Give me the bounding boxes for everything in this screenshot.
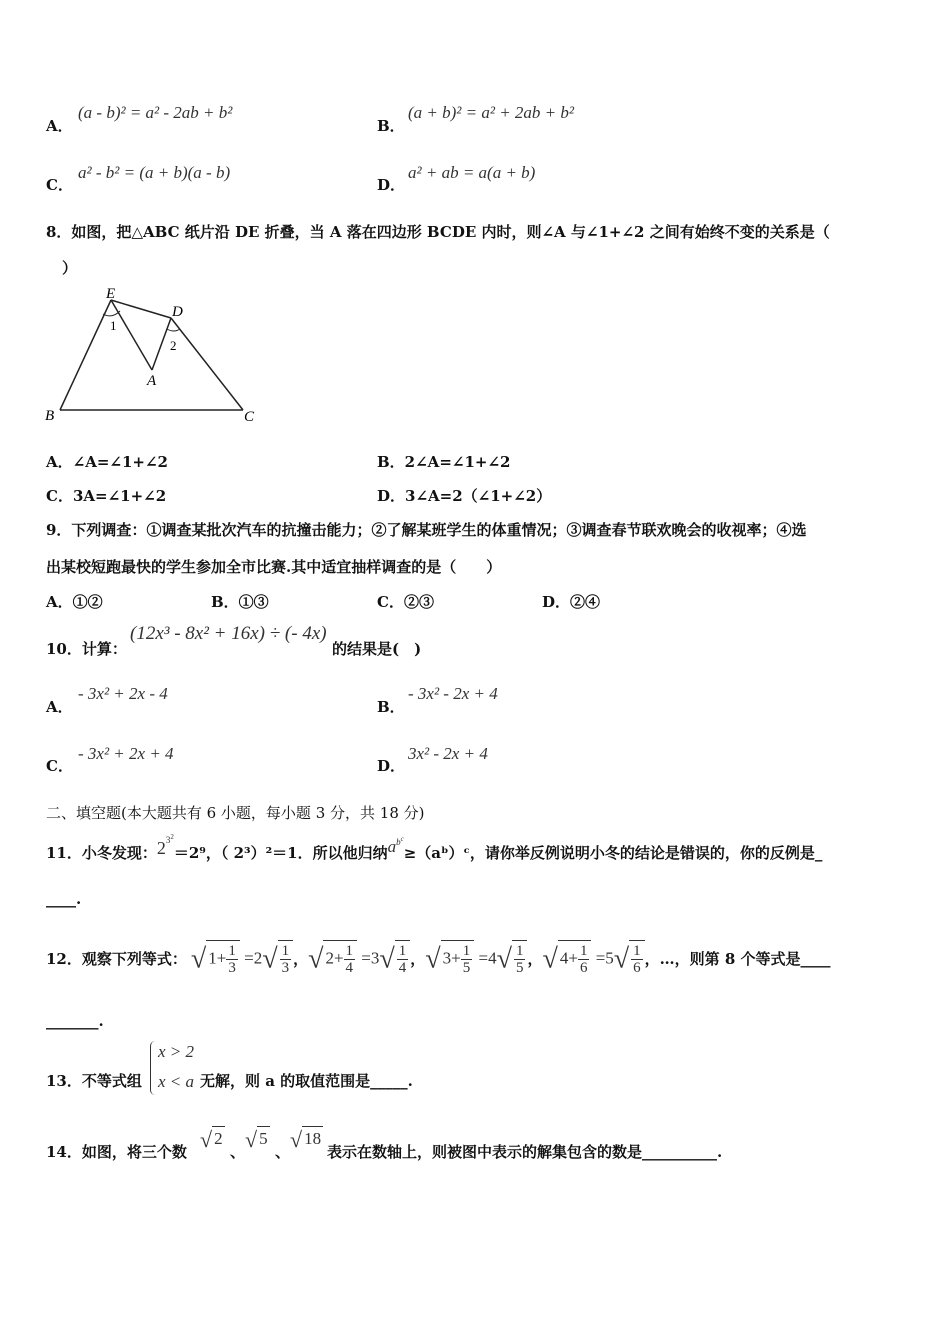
eq1-int: 1 <box>208 948 217 968</box>
q8-option-b: B．2∠A=∠1+∠2 <box>377 453 511 471</box>
eq4-rhs-den: 6 <box>633 960 641 976</box>
q11-base: 2 <box>156 838 166 858</box>
q11-exp2: 2 <box>170 833 174 841</box>
eq2-num: 1 <box>345 943 354 959</box>
q9-option-d: D．②④ <box>542 593 601 611</box>
eq2-coef: 3 <box>370 948 380 968</box>
q7-option-a-math: (a - b)² = a² - 2ab + b² <box>78 103 233 122</box>
q11-general-tower <box>388 837 404 856</box>
q11-tail: ≥（aᵇ）ᶜ，请你举反例说明小冬的结论是错误的，你的反例是_ <box>403 844 823 862</box>
q8-stem-line2: ） <box>62 259 78 277</box>
q14-sqrt-2: √ 2 <box>200 1127 223 1153</box>
eq1-den: 3 <box>228 960 236 976</box>
q10-suffix: 的结果是( ) <box>332 640 422 658</box>
eq4-coef: 5 <box>605 948 614 968</box>
eq3-int: 3 <box>442 948 452 968</box>
q8-option-c: C．3A=∠1+∠2 <box>46 487 167 505</box>
q11-c: c <box>400 835 404 844</box>
q12-equation-4: √ 4+ $\frac{1}{6}$ =5√ $\frac{1}{6}$ <box>542 940 644 976</box>
angle-2-arc <box>167 329 180 331</box>
section-2-heading: 二、填空题(本大题共有 6 小题，每小题 3 分，共 18 分) <box>46 804 425 822</box>
q11-b: b <box>396 837 401 848</box>
q10-option-c-label: C． <box>46 757 73 775</box>
edge-da <box>152 318 171 370</box>
q10-option-a-label: A． <box>46 698 73 716</box>
q9-stem-line2: 出某校短跑最快的学生参加全市比赛.其中适宜抽样调查的是（ ） <box>46 558 502 576</box>
eq3-den: 5 <box>462 960 471 976</box>
eq1-rhs-den: 3 <box>281 960 290 976</box>
q14-sqrt-18: √ 18 <box>290 1127 322 1153</box>
q9-option-b: B．①③ <box>211 593 269 611</box>
eq1-coef: 2 <box>253 948 263 968</box>
q14-n2: 5 <box>257 1126 270 1149</box>
q14-prefix: 14．如图，将三个数 <box>46 1143 187 1161</box>
q10-prefix: 10．计算： <box>46 640 127 658</box>
q10-expression: (12x³ - 8x² + 16x) ÷ (- 4x) <box>130 623 327 644</box>
label-a: A <box>147 373 157 389</box>
q13-prefix: 13．不等式组 <box>46 1072 142 1090</box>
eq4-den: 6 <box>579 960 588 976</box>
q8-option-a: A．∠A=∠1+∠2 <box>46 453 168 471</box>
q12-comma-2: ， <box>410 949 426 968</box>
q14-n3: 18 <box>302 1126 323 1149</box>
edge-be <box>60 300 111 410</box>
q12-equation-1: √ 1+ $\frac{1}{3}$ =2√ $\frac{1}{3}$ <box>191 940 293 976</box>
eq2-rhs-num: 1 <box>398 943 407 959</box>
label-angle-2: 2 <box>170 338 177 353</box>
q12-comma-3: ， <box>527 949 543 968</box>
q10-option-c-math: - 3x² + 2x + 4 <box>78 744 174 763</box>
q8-triangle-figure <box>40 285 270 425</box>
eq3-rhs-num: 1 <box>515 943 524 959</box>
q9-option-c: C．②③ <box>377 593 434 611</box>
q12-line1 <box>46 940 831 976</box>
q12-line2: _______. <box>46 1012 104 1030</box>
edge-dc <box>171 318 243 410</box>
eq2-int: 2 <box>325 948 334 968</box>
eq3-coef: 4 <box>488 948 497 968</box>
eq1-rhs-num: 1 <box>281 943 290 959</box>
q12-equation-2: √ 2+ $\frac{1}{4}$ =3√ $\frac{1}{4}$ <box>308 940 410 976</box>
eq2-den: 4 <box>345 960 354 976</box>
q13-suffix: 无解，则 a 的取值范围是_____. <box>200 1072 413 1090</box>
q12-equation-3: √ 3+ $\frac{1}{5}$ =4√ $\frac{1}{5}$ <box>425 940 527 976</box>
q12-comma-1: ， <box>293 949 309 968</box>
q12-suffix: ，…，则第 8 个等式是____ <box>644 949 831 968</box>
q13-brace <box>150 1041 155 1095</box>
eq4-int: 4 <box>559 948 569 968</box>
q14-n1: 2 <box>212 1126 225 1149</box>
q13-inequality-2: x < a <box>158 1072 195 1091</box>
q11-line2: ____. <box>46 890 82 908</box>
q14-suffix: 表示在数轴上，则被图中表示的解集包含的数是__________. <box>327 1143 723 1161</box>
q9-stem-line1: 9．下列调查：①调查某批次汽车的抗撞击能力；②了解某班学生的体重情况；③调查春节联欢晚会的收视率；④选 <box>46 521 807 539</box>
eq4-rhs-num: 1 <box>633 943 641 959</box>
q11-mid: ＝2⁹，（ 2³）²＝1．所以他归纳 <box>173 844 388 862</box>
q7-option-b-label: B． <box>377 117 405 135</box>
eq4-num: 1 <box>579 943 588 959</box>
q10-option-b-math: - 3x² - 2x + 4 <box>408 684 498 703</box>
q9-option-a: A．①② <box>46 593 103 611</box>
q7-option-a-label: A． <box>46 117 73 135</box>
eq1-num: 1 <box>228 943 236 959</box>
q14-sqrt-5: √ 5 <box>245 1127 268 1153</box>
eq3-num: 1 <box>462 943 471 959</box>
q8-option-d: D．3∠A=2（∠1+∠2） <box>377 487 552 505</box>
label-c: C <box>244 409 255 425</box>
eq3-rhs-den: 5 <box>515 960 524 976</box>
q13-inequality-1: x > 2 <box>158 1042 195 1061</box>
q7-option-d-label: D． <box>377 176 406 194</box>
label-angle-1: 1 <box>110 318 117 333</box>
q7-option-b-math: (a + b)² = a² + 2ab + b² <box>408 103 574 122</box>
q12-prefix: 12．观察下列等式： <box>46 949 187 968</box>
label-b: B <box>45 408 55 424</box>
label-d: D <box>172 304 183 320</box>
q10-option-d-label: D． <box>377 757 406 775</box>
q11-line1 <box>46 833 823 863</box>
q14-sep-2: 、 <box>275 1143 291 1161</box>
q8-stem-line1: 8．如图，把△ABC 纸片沿 DE 折叠，当 A 落在四边形 BCDE 内时，则∠A 与∠1+∠2 之间有始终不变的关系是（ <box>46 223 830 241</box>
q10-option-a-math: - 3x² + 2x - 4 <box>78 684 168 703</box>
q7-option-c-math: a² - b² = (a + b)(a - b) <box>78 163 231 182</box>
q11-exp1: 3 <box>165 835 171 845</box>
q11-a: a <box>387 837 397 856</box>
q7-option-d-math: a² + ab = a(a + b) <box>408 163 536 182</box>
q10-option-d-math: 3x² - 2x + 4 <box>408 744 488 763</box>
q11-prefix: 11．小冬发现： <box>46 844 157 862</box>
q10-option-b-label: B． <box>377 698 405 716</box>
eq2-rhs-den: 4 <box>398 960 407 976</box>
q14-sep-1: 、 <box>230 1143 246 1161</box>
q11-power-tower <box>156 833 174 858</box>
q7-option-c-label: C． <box>46 176 73 194</box>
label-e: E <box>106 286 116 302</box>
